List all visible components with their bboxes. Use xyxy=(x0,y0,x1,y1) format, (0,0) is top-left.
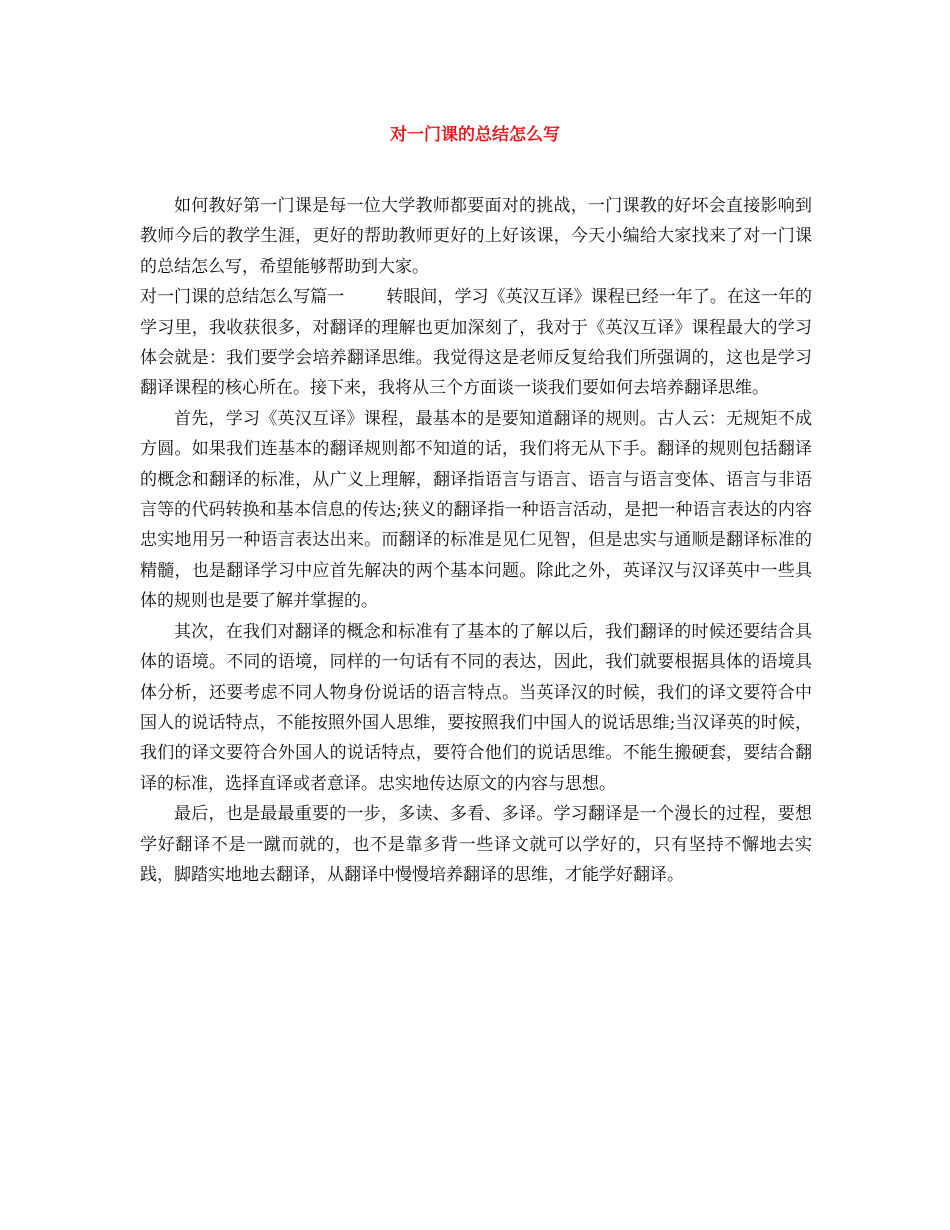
body-paragraph-first: 首先，学习《英汉互译》课程，最基本的是要知道翻译的规则。古人云：无规矩不成方圆。如果我们连基本的翻译规则都不知道的话，我们将无从下手。翻译的规则包括翻译的概念和翻译的标准，从广义上理解，翻译指语言与语言、语言与语言变体、语言与非语言等的代码转换和基本信息的传达;狭义的翻译指一种语言活动，是把一种语言表达的内容忠实地用另一种语言表达出来。而翻译的标准是见仁见智，但是忠实与通顺是翻译标准的精髓，也是翻译学习中应首先解决的两个基本问题。除此之外，英译汉与汉译英中一些具体的规则也是要了解并掌握的。 xyxy=(140,408,812,612)
document-title: 对一门课的总结怎么写 xyxy=(390,125,560,145)
body-paragraph-last: 最后，也是最最重要的一步，多读、多看、多译。学习翻译是一个漫长的过程，要想学好翻译不是一蹴而就的，也不是靠多背一些译文就可以学好的，只有坚持不懈地去实践，脚踏实地地去翻译，从翻译中慢慢培养翻译的思维，才能学好翻译。 xyxy=(140,804,812,885)
body-paragraph-second: 其次，在我们对翻译的概念和标准有了基本的了解以后，我们翻译的时候还要结合具体的语境。不同的语境，同样的一句话有不同的表达，因此，我们就要根据具体的语境具体分析，还要考虑不同人物身份说话的语言特点。当英译汉的时候，我们的译文要符合中国人的说话特点，不能按照外国人思维，要按照我们中国人的说话思维;当汉译英的时候，我们的译文要符合外国人的说话特点，要符合他们的说话思维。不能生搬硬套，要结合翻译的标准，选择直译或者意译。忠实地传达原文的内容与思想。 xyxy=(140,621,812,794)
document-body xyxy=(140,191,812,890)
intro-paragraph: 如何教好第一门课是每一位大学教师都要面对的挑战，一门课教的好坏会直接影响到教师今后的教学生涯，更好的帮助教师更好的上好该课，今天小编给大家找来了对一门课的总结怎么写，希望能够帮助到大家。 xyxy=(140,196,812,277)
section-heading: 对一门课的总结怎么写篇一 xyxy=(140,287,345,308)
section-paragraph xyxy=(140,282,812,404)
section-opening-text: 转眼间，学习《英汉互译》课程已经一年了。在这一年的学习里，我收获很多，对翻译的理解也更加深刻了，我对于《英汉互译》课程最大的学习体会就是：我们要学会培养翻译思维。我觉得这是老师反复给我们所强调的，这也是学习翻译课程的核心所在。接下来，我将从三个方面谈一谈我们要如何去培养翻译思维。 xyxy=(140,287,813,399)
